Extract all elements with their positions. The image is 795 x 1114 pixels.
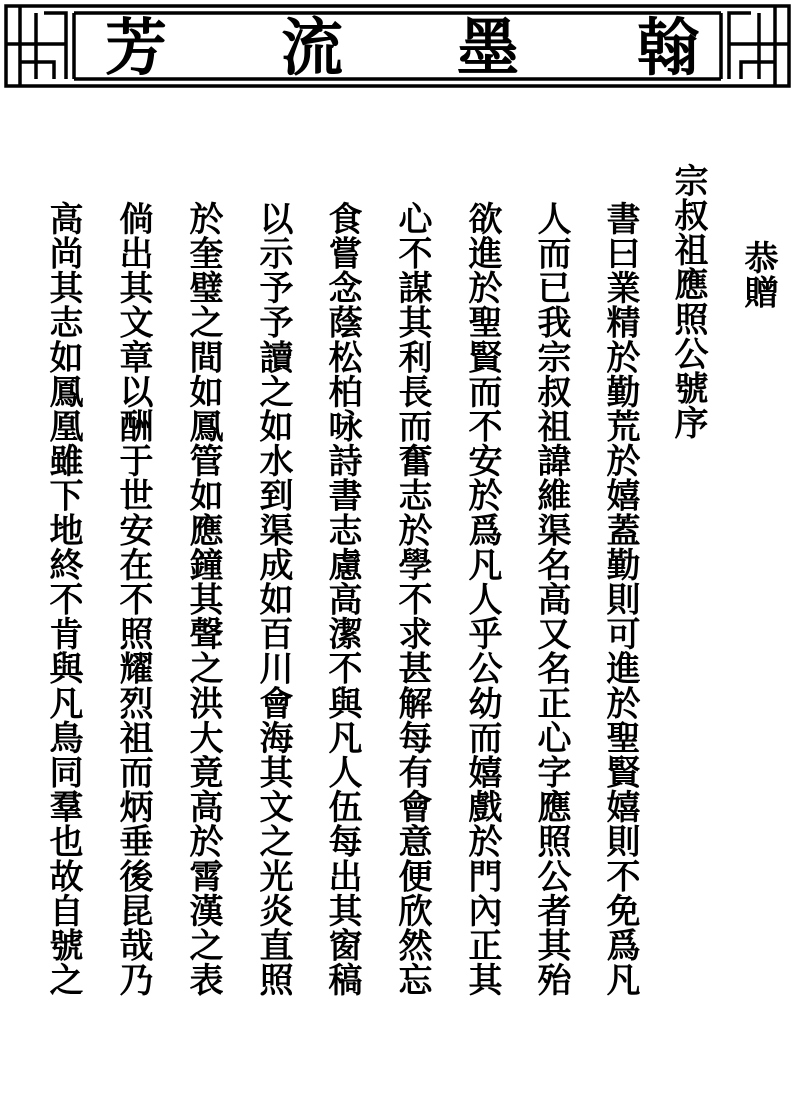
column-body-5: 食嘗念蔭松柏咏詩書志慮高潔不與凡人伍每出其窗稿 (322, 201, 362, 997)
column-body-6: 以示予予讀之如水到渠成如百川會海其文之光炎直照 (253, 201, 293, 997)
column-salutation: 恭贈 (738, 240, 778, 310)
banner-char-4: 翰 (636, 11, 699, 84)
column-title: 宗叔祖應照公號序 (668, 163, 708, 440)
column-body-8: 倘出其文章以酬于世安在不照耀烈祖而炳垂後昆哉乃 (113, 201, 153, 997)
column-body-9: 高尚其志如鳳凰雖下地終不肯與凡鳥同羣也故自號之 (43, 201, 83, 997)
column-body-2: 人而已我宗叔祖諱維渠名高又名正心字應照公者其殆 (531, 201, 571, 997)
column-body-1: 書曰業精於勤荒於嬉蓋勤則可進於聖賢嬉則不免爲凡 (600, 201, 640, 997)
banner-char-1: 芳 (104, 11, 167, 84)
column-body-7: 於奎璧之間如鳳管如應鐘其聲之洪大竟高於霄漢之表 (183, 201, 223, 997)
header-banner (4, 4, 791, 88)
column-body-3: 欲進於聖賢而不安於爲凡人乎公幼而嬉戲於門內正其 (462, 201, 502, 997)
banner-char-2: 流 (280, 11, 343, 84)
column-body-4: 心不謀其利長而奮志於學不求甚解每有會意便欣然忘 (392, 201, 432, 997)
banner-char-3: 墨 (456, 11, 519, 84)
